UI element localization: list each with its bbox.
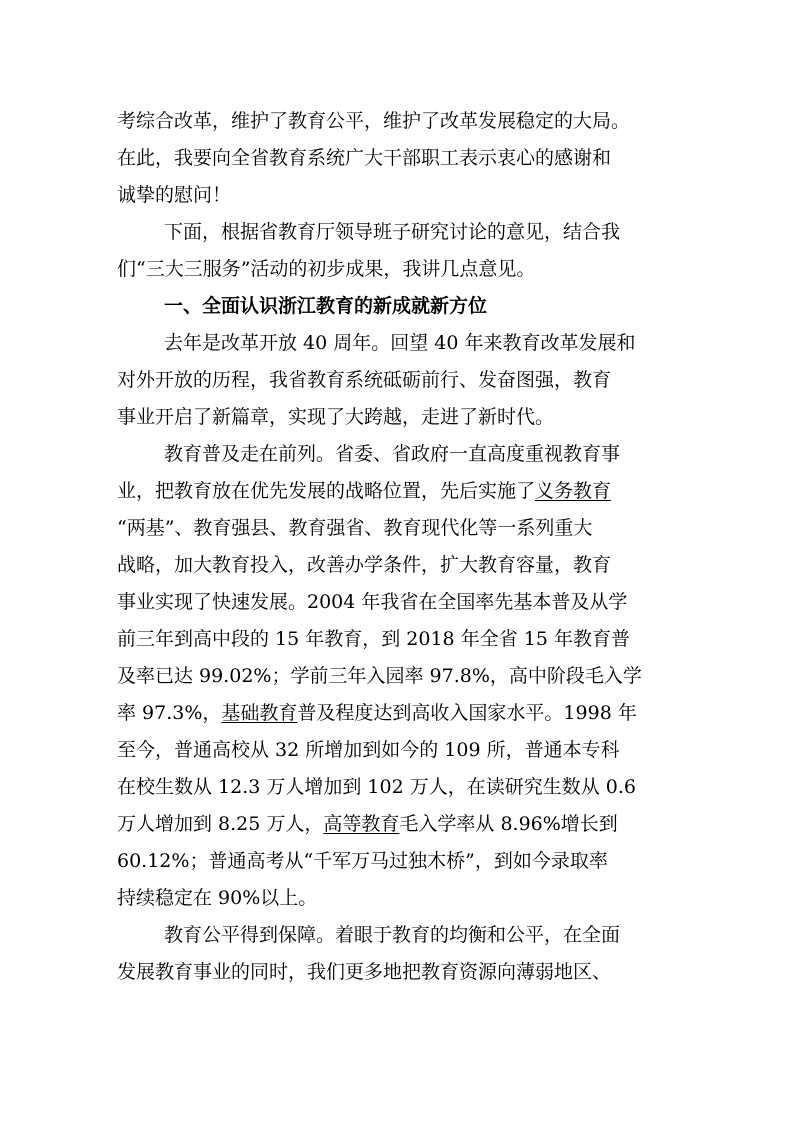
paragraph4-line11-pre: 万人增加到 8.25 万人， (117, 813, 324, 835)
paragraph4-line2 (117, 481, 611, 501)
paragraph4-line10: 在校生数从 12.3 万人增加到 102 万人，在读研究生数从 0.6 (117, 776, 636, 798)
paragraph1-line3: 诚挚的慰问！ (117, 184, 232, 206)
section-heading: 一、全面认识浙江教育的新成就新方位 (164, 295, 488, 317)
basic-education-link[interactable]: 基础教育 (221, 702, 298, 724)
paragraph4-line7: 及率已达 99.02%；学前三年入园率 97.8%，高中阶段毛入学 (117, 665, 642, 687)
paragraph5-line1: 教育公平得到保障。着眼于教育的均衡和公平，在全面 (164, 924, 621, 946)
paragraph4-line4: 战略，加大教育投入，改善办学条件，扩大教育容量，教育 (117, 554, 612, 576)
paragraph4-line11-post: 毛入学率从 8.96%增长到 (399, 813, 618, 835)
paragraph2-line2: 们“三大三服务”活动的初步成果，我讲几点意见。 (117, 258, 536, 280)
paragraph3-line1: 去年是改革开放 40 周年。回望 40 年来教育改革发展和 (164, 332, 636, 354)
paragraph4-line6: 前三年到高中段的 15 年教育，到 2018 年全省 15 年教育普 (117, 628, 630, 650)
paragraph3-line3: 事业开启了新篇章，实现了大跨越，走进了新时代。 (117, 406, 555, 428)
paragraph4-line2-text: 业，把教育放在优先发展的战略位置，先后实施了 (117, 480, 536, 502)
paragraph4-line5: 事业实现了快速发展。2004 年我省在全国率先基本普及从学 (117, 591, 628, 613)
paragraph4-line8-pre: 率 97.3%， (117, 702, 222, 724)
paragraph1-line1: 考综合改革，维护了教育公平，维护了改革发展稳定的大局。 (117, 110, 631, 132)
paragraph2-line1: 下面，根据省教育厅领导班子研究讨论的意见，结合我 (164, 221, 621, 243)
paragraph4-line12: 60.12%；普通高考从“千军万马过独木桥”，到如今录取率 (117, 850, 608, 872)
paragraph4-line8-post: 普及程度达到高收入国家水平。1998 年 (297, 702, 637, 724)
paragraph4-line3: “两基”、教育强县、教育强省、教育现代化等一系列重大 (117, 517, 593, 539)
paragraph4-line8 (117, 703, 637, 723)
paragraph3-line2: 对外开放的历程，我省教育系统砥砺前行、发奋图强，教育 (117, 369, 612, 391)
higher-education-link[interactable]: 高等教育 (323, 813, 400, 835)
paragraph5-line2: 发展教育事业的同时，我们更多地把教育资源向薄弱地区、 (117, 961, 612, 983)
paragraph4-line11 (117, 814, 618, 834)
compulsory-education-link[interactable]: 义务教育 (535, 480, 612, 502)
paragraph4-line13: 持续稳定在 90%以上。 (117, 887, 318, 909)
paragraph4-line9: 至今，普通高校从 32 所增加到如今的 109 所，普通本专科 (117, 739, 620, 761)
paragraph4-line1: 教育普及走在前列。省委、省政府一直高度重视教育事 (164, 443, 621, 465)
paragraph1-line2: 在此，我要向全省教育系统广大干部职工表示衷心的感谢和 (117, 147, 612, 169)
